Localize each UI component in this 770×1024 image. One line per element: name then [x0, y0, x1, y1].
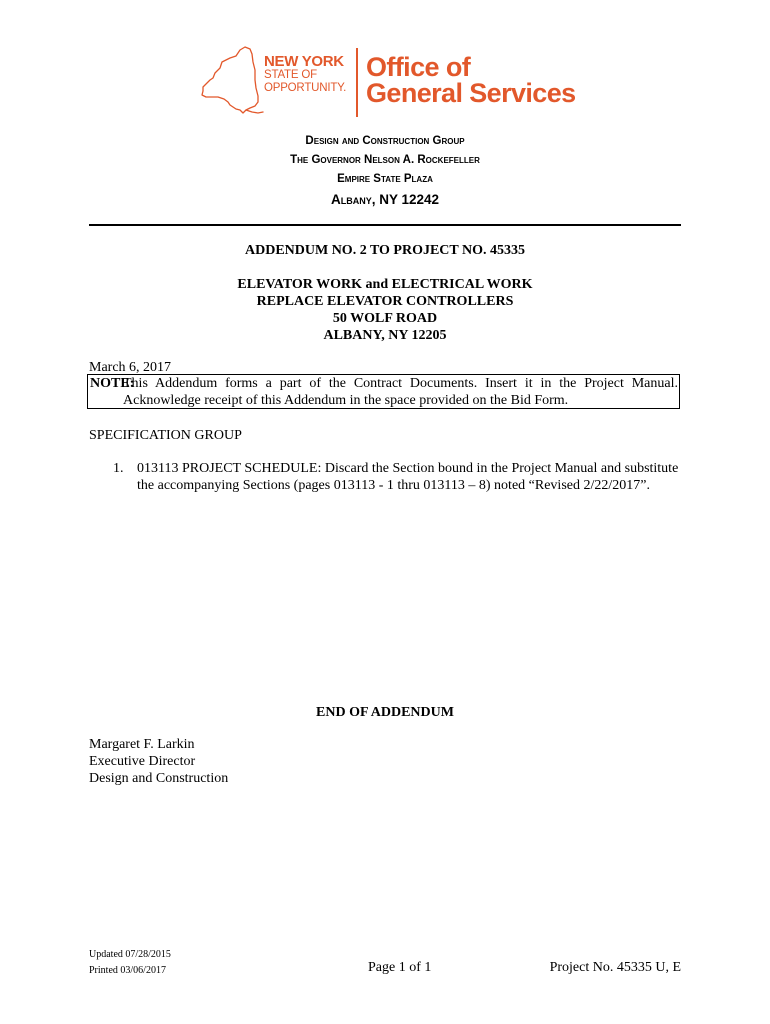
project-description	[0, 276, 770, 344]
ogs-wordmark	[366, 54, 576, 106]
ny-wordmark-line2: STATE OF	[264, 69, 317, 81]
footer-dates	[89, 947, 171, 979]
footer-project-number: Project No. 45335 U, E	[549, 960, 681, 975]
item-text: 013113 PROJECT SCHEDULE: Discard the Section bound in the Project Manual and substitute the accompanying Sections (pages 013113 - 1 thru 013113 – 8) noted “Revised 2/22/2017”.	[137, 461, 679, 493]
ogs-wordmark-line2: General Services	[366, 78, 576, 108]
end-of-addendum: END OF ADDENDUM	[316, 705, 454, 720]
project-line-address: 50 WOLF ROAD	[332, 311, 438, 326]
logo-divider	[356, 48, 358, 117]
header-rule	[89, 224, 681, 226]
agency-building: The Governor Nelson A. Rockefeller	[290, 154, 480, 166]
signatory-title: Executive Director	[89, 754, 196, 769]
note-text-line2: Acknowledge receipt of this Addendum in the space provided on the Bid Form.	[123, 392, 569, 408]
footer-page-number: Page 1 of 1	[368, 960, 432, 975]
ny-wordmark-line3: OPPORTUNITY.	[264, 81, 347, 94]
project-line-city: ALBANY, NY 12205	[323, 328, 447, 343]
agency-group: Design and Construction Group	[305, 135, 465, 147]
addendum-title: ADDENDUM NO. 2 TO PROJECT NO. 45335	[244, 243, 526, 258]
signature-block	[89, 736, 228, 787]
addendum-date: March 6, 2017	[89, 360, 172, 375]
agency-plaza: Empire State Plaza	[337, 173, 433, 185]
project-line-scope: REPLACE ELEVATOR CONTROLLERS	[256, 294, 514, 309]
ogs-wordmark-line1: Office of	[366, 52, 471, 82]
project-line-work: ELEVATOR WORK and ELECTRICAL WORK	[237, 277, 533, 292]
new-york-state-icon	[200, 40, 270, 125]
note-label: NOTE:	[90, 376, 135, 391]
agency-address	[0, 132, 770, 211]
signatory-dept: Design and Construction	[89, 771, 229, 786]
spec-group-heading: SPECIFICATION GROUP	[89, 428, 242, 443]
ogs-logo	[200, 40, 580, 125]
note-box	[87, 374, 680, 409]
footer-updated: Updated 07/28/2015	[89, 949, 171, 960]
ny-wordmark-line1: NEW YORK	[264, 53, 344, 70]
signatory-name: Margaret F. Larkin	[89, 737, 195, 752]
item-number: 1.	[113, 461, 124, 476]
note-text-line1: This Addendum forms a part of the Contract Documents. Insert it in the Project Manual.	[123, 376, 678, 391]
ny-wordmark	[264, 54, 346, 94]
footer-printed: Printed 03/06/2017	[89, 965, 166, 976]
agency-city: Albany, NY 12242	[330, 192, 440, 207]
